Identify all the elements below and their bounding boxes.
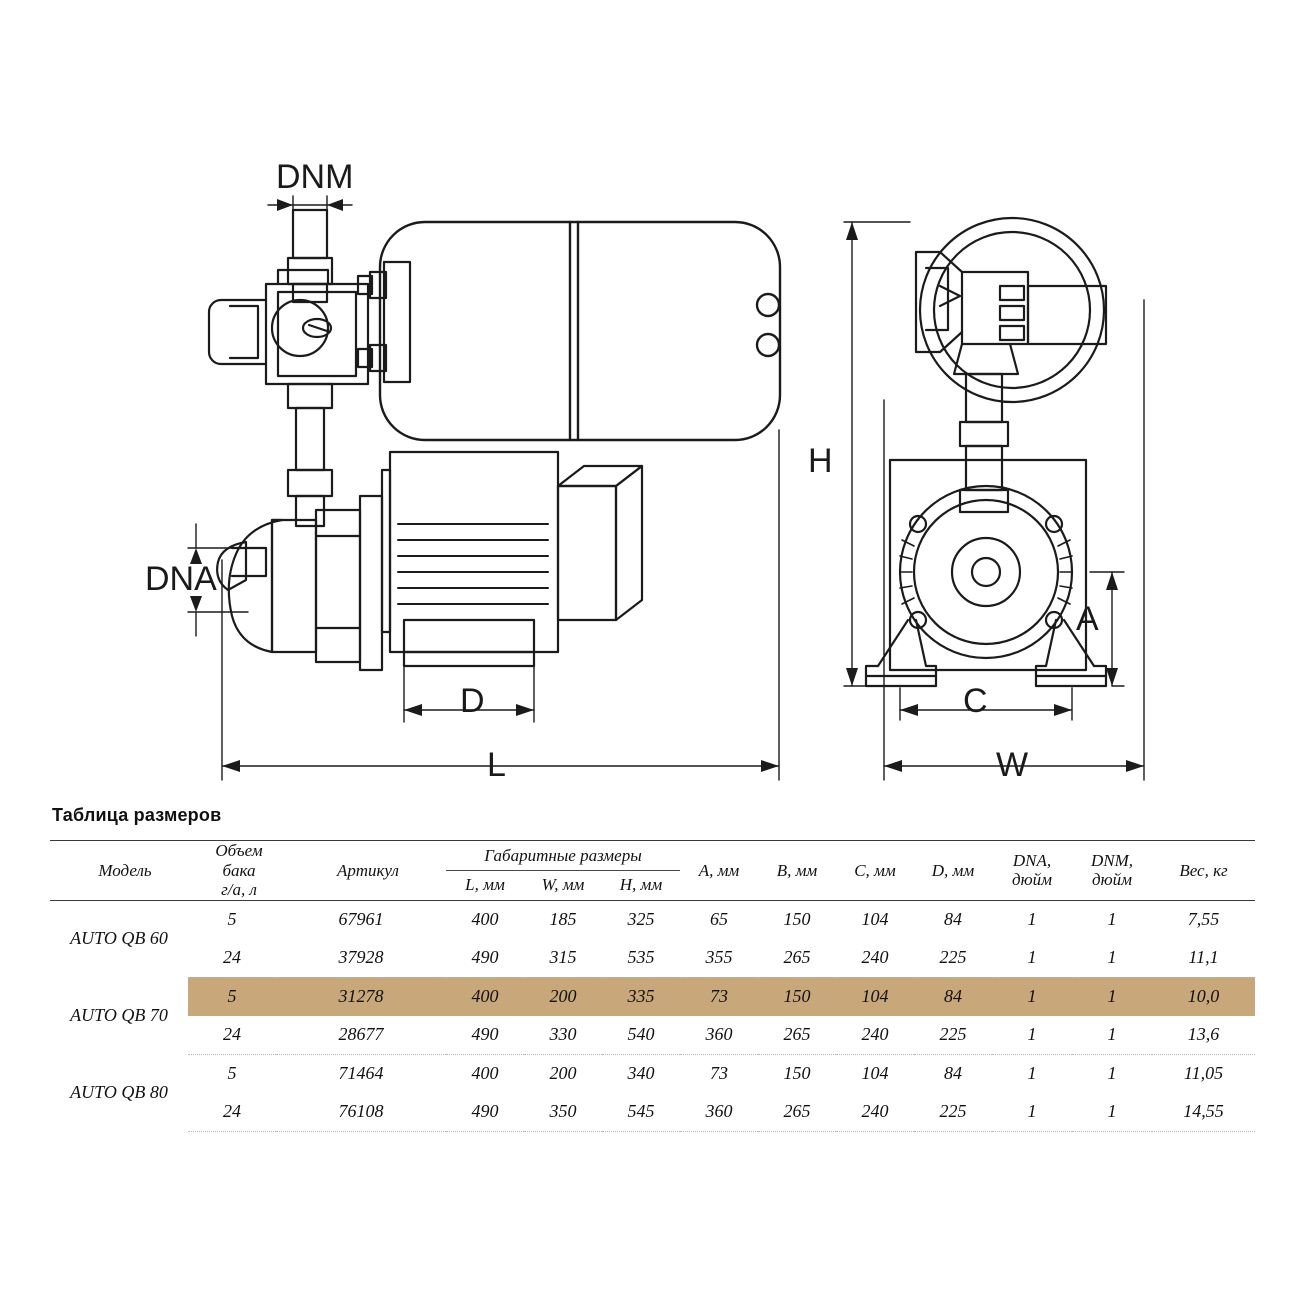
header-article: Артикул (276, 841, 446, 901)
cell-dnm: 1 (1072, 900, 1152, 939)
table-row-highlighted[interactable] (50, 977, 1255, 1016)
electric-motor (382, 452, 642, 666)
cell-c: 240 (836, 1093, 914, 1132)
cell-d: 225 (914, 1016, 992, 1055)
model-name: AUTO QB 60 (50, 900, 188, 977)
header-tank-volume-line3: г/а, л (221, 880, 257, 900)
cell-article: 28677 (276, 1016, 446, 1055)
pipe-front (960, 374, 1008, 512)
cell-h: 340 (627, 1063, 655, 1084)
cell-dnm: 1 (1072, 1016, 1152, 1055)
cell-tank: 24 (188, 1016, 276, 1055)
dimensions-table (50, 840, 1255, 1132)
cell-dnm: 1 (1072, 1093, 1152, 1132)
cell-tank: 24 (188, 939, 276, 978)
cell-weight: 14,55 (1152, 1093, 1255, 1132)
cell-dnm: 1 (1072, 939, 1152, 978)
cell-w: 185 (524, 900, 602, 939)
header-l: L, мм (465, 875, 505, 895)
cell-weight: 11,1 (1152, 939, 1255, 978)
cell-dna: 1 (992, 977, 1072, 1016)
cell-b: 265 (758, 1016, 836, 1055)
header-h: H, мм (619, 875, 663, 895)
cell-c: 104 (861, 1063, 889, 1084)
table-header-row-1 (50, 841, 1255, 871)
cell-a: 73 (680, 977, 758, 1016)
header-overall-dims: Габаритные размеры (446, 841, 680, 871)
cell-w: 350 (524, 1093, 602, 1132)
cell-w: 200 (524, 977, 602, 1016)
header-tank-volume-line1: Объем (215, 841, 263, 860)
model-name: AUTO QB 70 (70, 1005, 168, 1026)
header-w: W, мм (541, 875, 585, 895)
label-w: W (996, 746, 1029, 784)
cell-h: 335 (602, 977, 680, 1016)
cell-d: 84 (914, 900, 992, 939)
cell-a: 360 (680, 1093, 758, 1132)
cell-l: 400 (446, 977, 524, 1016)
cell-l: 400 (471, 1063, 499, 1084)
cell-dna: 1 (1027, 1063, 1037, 1084)
dimensions-table-section (50, 805, 1255, 1132)
cell-l: 490 (446, 1093, 524, 1132)
table-row[interactable] (50, 1054, 1255, 1093)
header-dna-line1: DNA, (1012, 850, 1052, 870)
cell-d: 84 (944, 1063, 962, 1084)
cell-l: 490 (446, 1016, 524, 1055)
header-dnm (1072, 841, 1152, 901)
cell-article: 71464 (338, 1063, 384, 1084)
discharge-pipe (288, 210, 332, 526)
cell-w: 330 (524, 1016, 602, 1055)
pump-front (866, 460, 1106, 686)
label-a: A (1076, 600, 1099, 638)
model-name: AUTO QB 80 (70, 1082, 168, 1103)
label-d: D (460, 682, 485, 720)
cell-weight: 10,0 (1152, 977, 1255, 1016)
cell-dnm: 1 (1072, 977, 1152, 1016)
cell-c: 104 (836, 977, 914, 1016)
cell-b: 265 (758, 1093, 836, 1132)
cell-b: 150 (758, 900, 836, 939)
label-dna: DNA (145, 560, 217, 598)
header-d: D, мм (914, 841, 992, 901)
header-b: B, мм (758, 841, 836, 901)
cell-weight: 13,6 (1152, 1016, 1255, 1055)
cell-tank: 5 (227, 1063, 237, 1084)
cell-dna: 1 (992, 900, 1072, 939)
cell-article: 67961 (276, 900, 446, 939)
header-a: A, мм (680, 841, 758, 901)
header-dna (992, 841, 1072, 901)
cell-dna: 1 (992, 939, 1072, 978)
cell-a: 65 (680, 900, 758, 939)
cell-h: 325 (602, 900, 680, 939)
cell-c: 104 (836, 900, 914, 939)
table-title: Таблица размеров (52, 805, 222, 825)
cell-w: 315 (524, 939, 602, 978)
cell-tank: 5 (188, 900, 276, 939)
label-c: C (963, 682, 988, 720)
cell-article: 37928 (276, 939, 446, 978)
cell-h: 545 (602, 1093, 680, 1132)
cell-dna: 1 (992, 1093, 1072, 1132)
pressure-switch (209, 270, 368, 384)
header-tank-volume-line2: бака (222, 860, 256, 880)
table-row[interactable] (50, 1016, 1255, 1055)
cell-a: 73 (710, 1063, 728, 1084)
header-dnm-line1: DNM, (1090, 850, 1134, 870)
header-dna-line2: дюйм (1012, 870, 1052, 890)
tank-flange (358, 262, 410, 382)
cell-b: 150 (783, 1063, 811, 1084)
cell-b: 150 (758, 977, 836, 1016)
cell-l: 400 (446, 900, 524, 939)
table-row[interactable] (50, 939, 1255, 978)
cell-h: 540 (602, 1016, 680, 1055)
cell-l: 490 (446, 939, 524, 978)
label-h: H (808, 442, 833, 480)
table-row[interactable] (50, 900, 1255, 939)
header-c: C, мм (836, 841, 914, 901)
cell-a: 355 (680, 939, 758, 978)
pump-volute (217, 496, 382, 670)
cell-b: 265 (758, 939, 836, 978)
table-row[interactable] (50, 1093, 1255, 1132)
cell-weight: 7,55 (1152, 900, 1255, 939)
header-dnm-line2: дюйм (1092, 870, 1132, 890)
cell-d: 225 (914, 1093, 992, 1132)
cell-a: 360 (680, 1016, 758, 1055)
cell-article: 31278 (276, 977, 446, 1016)
label-l: L (487, 746, 506, 784)
cell-tank: 5 (188, 977, 276, 1016)
cell-tank: 24 (188, 1093, 276, 1132)
cell-c: 240 (836, 939, 914, 978)
pressure-tank (380, 222, 780, 440)
header-model: Модель (50, 841, 188, 901)
cell-d: 84 (914, 977, 992, 1016)
cell-h: 535 (602, 939, 680, 978)
cell-c: 240 (836, 1016, 914, 1055)
cell-article: 76108 (276, 1093, 446, 1132)
cell-dna: 1 (992, 1016, 1072, 1055)
header-tank-volume (188, 841, 276, 901)
label-dnm: DNM (276, 158, 354, 196)
header-weight: Вес, кг (1152, 841, 1255, 901)
cell-weight: 11,05 (1183, 1063, 1224, 1084)
cell-w: 200 (549, 1063, 577, 1084)
cell-d: 225 (914, 939, 992, 978)
cell-dnm: 1 (1107, 1063, 1117, 1084)
